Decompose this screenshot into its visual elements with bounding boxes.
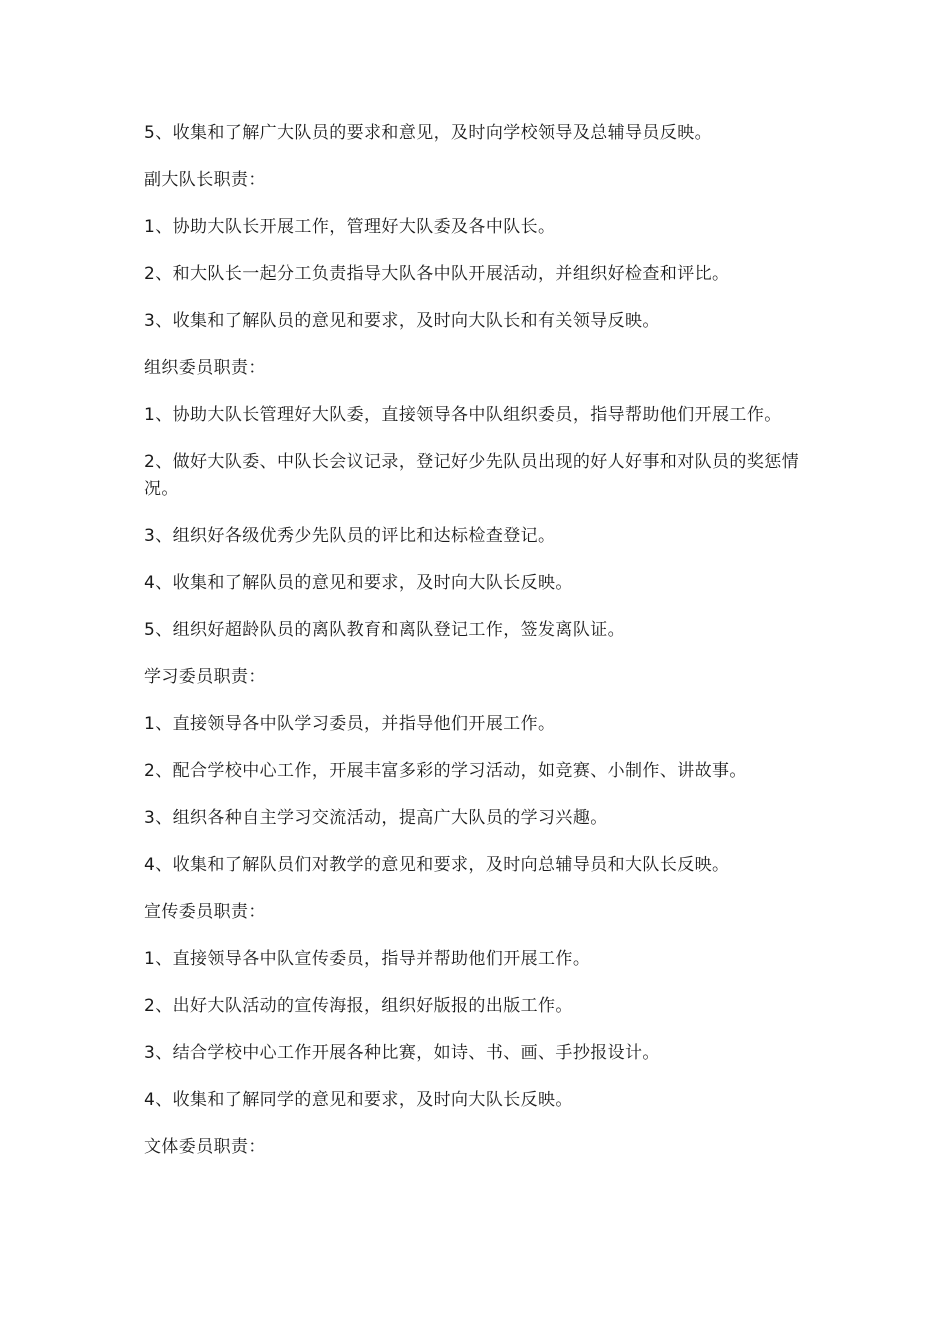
paragraph: 2、出好大队活动的宣传海报，组织好版报的出版工作。: [144, 996, 573, 1016]
document-body: [144, 120, 812, 1181]
paragraph: 4、收集和了解同学的意见和要求，及时向大队长反映。: [144, 1090, 573, 1110]
section-heading: 宣传委员职责：: [144, 902, 266, 922]
paragraph: 2、配合学校中心工作，开展丰富多彩的学习活动，如竞赛、小制作、讲故事。: [144, 761, 747, 781]
paragraph: 1、直接领导各中队宣传委员，指导并帮助他们开展工作。: [144, 949, 591, 969]
section-heading: 学习委员职责：: [144, 667, 266, 687]
paragraph: 1、协助大队长开展工作，管理好大队委及各中队长。: [144, 217, 556, 237]
paragraph: 5、组织好超龄队员的离队教育和离队登记工作，签发离队证。: [144, 620, 626, 640]
paragraph: 3、结合学校中心工作开展各种比赛，如诗、书、画、手抄报设计。: [144, 1043, 660, 1063]
paragraph: 4、收集和了解队员们对教学的意见和要求，及时向总辅导员和大队长反映。: [144, 855, 730, 875]
paragraph: 3、组织各种自主学习交流活动，提高广大队员的学习兴趣。: [144, 808, 608, 828]
section-heading: 组织委员职责：: [144, 358, 266, 378]
paragraph: 3、组织好各级优秀少先队员的评比和达标检查登记。: [144, 526, 556, 546]
paragraph: 5、收集和了解广大队员的要求和意见，及时向学校领导及总辅导员反映。: [144, 123, 713, 143]
paragraph: 2、做好大队委、中队长会议记录，登记好少先队员出现的好人好事和对队员的奖惩情况。: [144, 452, 800, 499]
paragraph: 4、收集和了解队员的意见和要求，及时向大队长反映。: [144, 573, 573, 593]
paragraph: 2、和大队长一起分工负责指导大队各中队开展活动，并组织好检查和评比。: [144, 264, 730, 284]
section-heading: 副大队长职责：: [144, 170, 266, 190]
section-heading: 文体委员职责：: [144, 1137, 266, 1157]
paragraph: 3、收集和了解队员的意见和要求，及时向大队长和有关领导反映。: [144, 311, 660, 331]
paragraph: 1、协助大队长管理好大队委，直接领导各中队组织委员，指导帮助他们开展工作。: [144, 405, 782, 425]
paragraph: 1、直接领导各中队学习委员，并指导他们开展工作。: [144, 714, 556, 734]
